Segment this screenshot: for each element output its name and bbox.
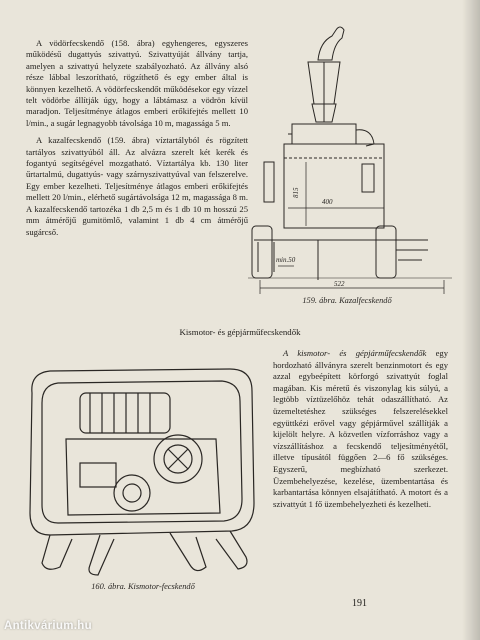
portable-pump-drawing (20, 353, 268, 579)
left-text-column (26, 38, 248, 244)
figure-159-caption: 159. ábra. Kazalfecskendő (302, 296, 392, 305)
paragraph-bucket-sprayer: A vödörfecskendő (158. ábra) egyhengeres, egyszeres működésű dugattyús szivattyú. Szivattyúját állvány tartja, amelyen a szivattyú helyzete szabályozható. Az állvány alsó része lábbal leszorítható, rögzíthető és egy ember által is könnyen kezelhető. A vödörfecskendőt működésekor egy vízzel telt vödörbe állítják úgy, hogy a lábtámasz a vödrön kívül maradjon. Teljesítménye átlagos emberi erőkifejtés mellett 10 l/min., a sugár legnagyobb távolsága 10 m, magassága 5 m. (26, 38, 248, 128)
page-gutter-shadow (462, 0, 480, 640)
figure-159-stack-sprayer (248, 12, 454, 294)
paragraph-portable-pumps (273, 348, 448, 510)
dimension-522: 522 (334, 280, 345, 288)
figure-160-portable-pump (20, 353, 268, 579)
dimension-min50: min.50 (276, 256, 296, 264)
watermark: Antikvárium.hu (4, 620, 92, 632)
dimension-400: 400 (322, 198, 333, 206)
stack-sprayer-drawing (248, 12, 454, 294)
right-text-column (273, 348, 448, 510)
section-title: Kismotor- és gépjárműfecskendők (179, 327, 301, 337)
paragraph-body: egy hordozható állványra szerelt benzinmotort és egy azzal egybeépített körforgó szivattyút foglal magában. Kis méretű és viszonylag kis súlyú, a legtöbb víztüzelőhöz tehát odaszállítható. Az üzemeltetéshez szükséges felszerelésekkel együttkézi erővel vagy gépjárművel szállítják a kijelölt helyre. A közvetlen vízforráshoz vagy a vízszállításhoz a fecskendő teljesítményétől, illetve típusától függően 2—6 fő szükséges. Egyszerű, megbízható szerkezet. Üzembehelyezése, kezelése, üzembentartása és karbantartása könnyen elsajátítható. A motort és a szivattyút 1 fő üzembehelyezheti és kezelheti. (273, 348, 448, 509)
figure-160-caption: 160. ábra. Kismotor-fecskendő (91, 582, 195, 591)
dimension-815: 815 (292, 187, 300, 198)
paragraph-stack-sprayer: A kazalfecskendő (159. ábra) víztartályból és rögzített tartályos szivattyúból áll. Az alvázra szerelt két kerék és fogantyú segítségével mozgatható. Víztartálya kb. 130 liter űrtartalmú, dugattyús- vagy szárnyszivattyúval van felszerelve. Egy ember kezelheti. Teljesítménye átlagos emberi erőkifejtés mellett 20 l/min., elérhető sugártávolsága 12 m, magassága 8 m. A kazalfecskendő tartozéka 1 db 2,5 m és 1 db 10 m hosszú 25 mm átmérőjű gumitömlő, valamint 1 db 4 cm átmérőjű sugárcső. (26, 135, 248, 237)
lead-italic-term: A kismotor- és gépjárműfecskendők (283, 348, 427, 358)
page-number: 191 (352, 598, 367, 609)
